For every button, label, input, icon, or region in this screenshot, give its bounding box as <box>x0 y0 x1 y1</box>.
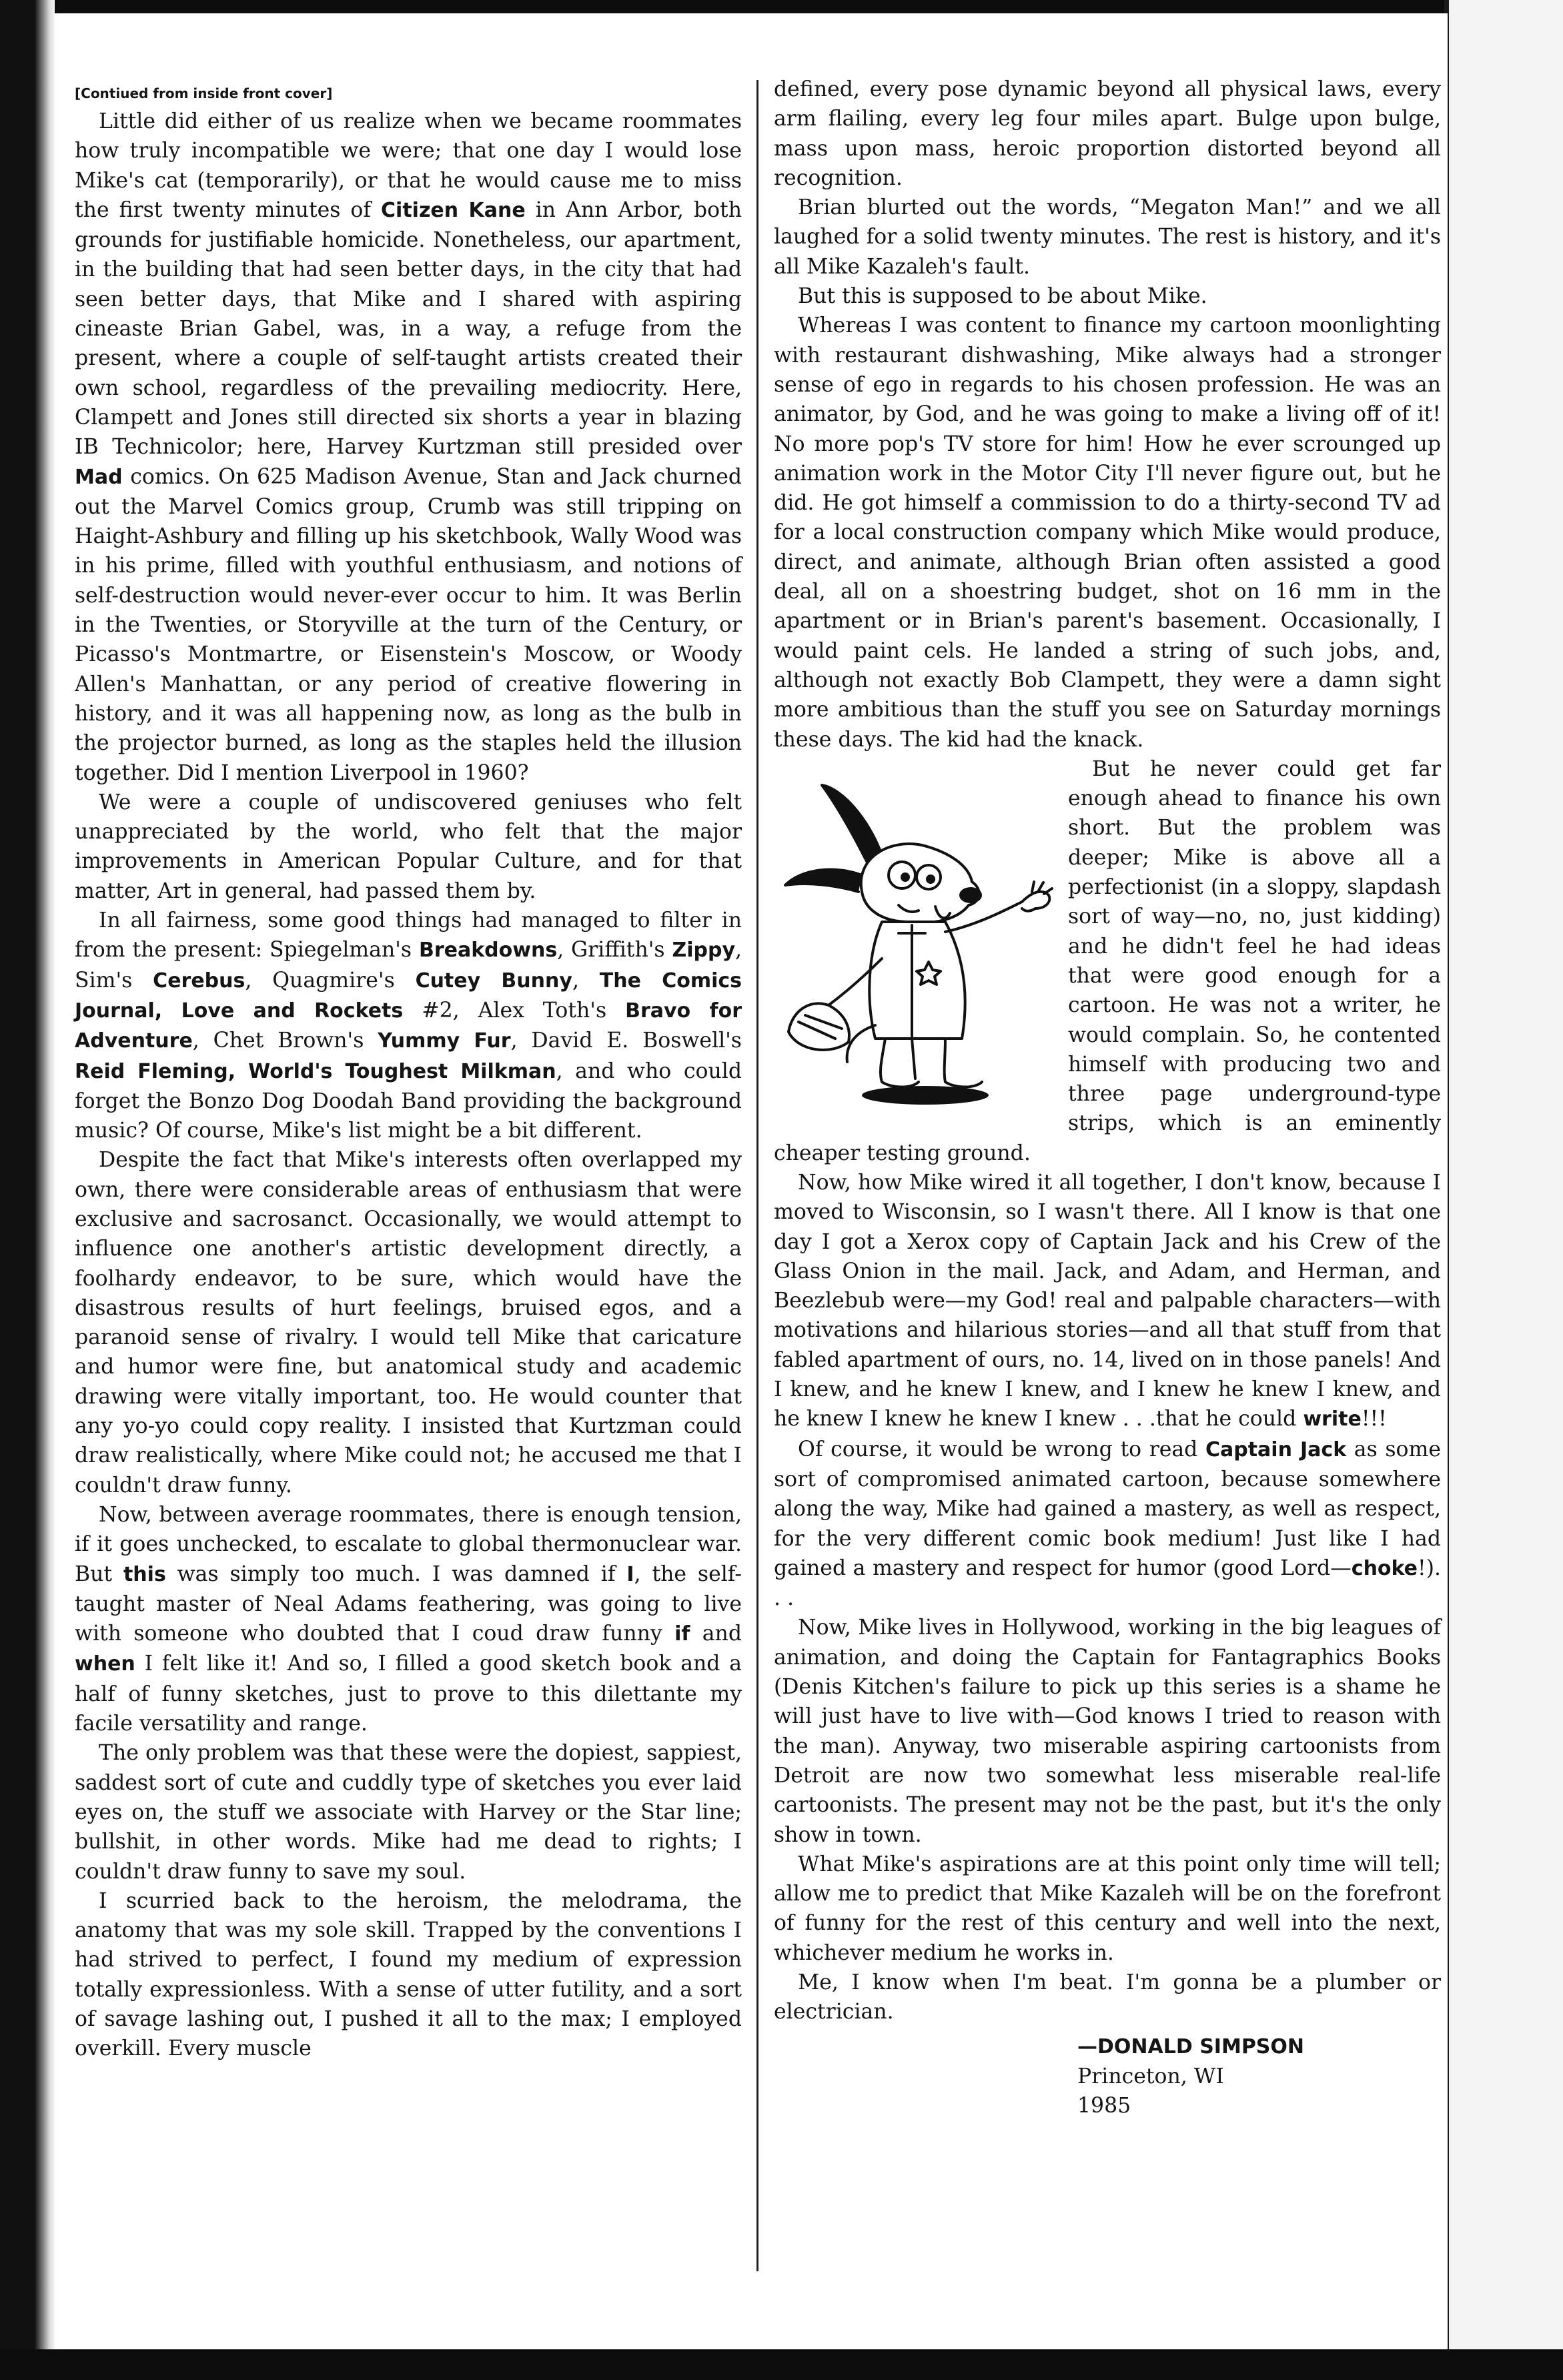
emphasis: when <box>75 1652 135 1676</box>
emphasis: if <box>674 1622 690 1646</box>
paragraph: But this is supposed to be about Mike. <box>798 284 1207 309</box>
text-run: , Griffith's <box>557 938 672 963</box>
paragraph: But he never could get far enough ahead to finance his own short. But the problem was deeper; Mike is above all a perfectionist (in a sloppy, slapdash sort of way—no, no, just kidding) and he didn't feel he had ideas that were good enough for a cartoon. He was not a writer, he would complain. So, he contented himself with producing two and three page underground-type strips, which is an eminently cheaper testing ground. <box>774 756 1441 1165</box>
text-run: , the self-taught master of Neal Adams feathering, was going to live with someone who doubted that I coud draw funny <box>75 1562 742 1646</box>
cartoon-dog-drawing <box>768 758 1059 1122</box>
left-column <box>75 80 742 2064</box>
title-reid-fleming: Reid Fleming, World's Toughest Milkman <box>75 1059 556 1083</box>
text-run: , Chet Brown's <box>192 1029 378 1053</box>
paragraph <box>774 1168 1441 1435</box>
text-run: , and who could forget the Bonzo Dog Doodah Band providing the background music? Of course, Mike's list might be a bit different. <box>75 1059 742 1143</box>
scan-bottom-border <box>0 2349 1563 2380</box>
paragraph: The only problem was that these were the dopiest, sappiest, saddest sort of cute and cuddly type of sketches you ever laid eyes on, the stuff we associate with Harvey or the Star line; bullshit, in other words. Mike had me dead to rights; I couldn't draw funny to save my soul. <box>75 1741 742 1884</box>
text-run: !!! <box>1361 1407 1387 1431</box>
paragraph: Despite the fact that Mike's interests often overlapped my own, there were considerable areas of enthusiasm that were exclusive and sacrosanct. Occasionally, we would attempt to influence one another's artistic development directly, a foolhardy endeavor, to be sure, which would have the disastrous results of hurt feelings, bruised egos, and a paranoid sense of rivalry. I would tell Mike that caricature and humor were fine, but anatomical study and academic drawing were vitally important, too. He would counter that any yo-yo could copy reality. I insisted that Kurtzman could draw realistically, where Mike could not; he accused me that I couldn't draw funny. <box>75 1148 742 1498</box>
signature-block <box>774 2032 1441 2121</box>
title-cutey-bunny: Cutey Bunny <box>415 969 572 993</box>
paragraph <box>75 107 742 788</box>
title-cerebus: Cerebus <box>153 969 245 993</box>
paragraph <box>75 906 742 1145</box>
text-run: Now, how Mike wired it all together, I don't know, because I moved to Wisconsin, so I wasn't there. All I know is that one day I got a Xerox copy of Captain Jack and his Crew of the Glass Onion in the mail. Jack, and Adam, and Herman, and Beezlebub were—my God! real and palpable characters—with motivations and hilarious stories—and all that stuff from that fabled apartment of ours, no. 14, lived on in those panels! And I knew, and he knew I knew, and I knew he knew I knew, and he knew I knew he knew I knew . . .that he could <box>774 1170 1441 1431</box>
title-bravo-for-adventure: Bravo for Adventure <box>75 999 742 1053</box>
article-page <box>55 13 1448 2349</box>
text-run: In all fairness, some good things had managed to filter in from the present: Spiegelman's <box>75 909 742 963</box>
title-zippy: Zippy <box>672 939 735 963</box>
title-yummy-fur: Yummy Fur <box>378 1029 511 1053</box>
text-run: as some sort of compromised animated cartoon, because somewhere along the way, Mike had gained a mastery, as well as respect, for the very different comic book medium! Just like I had gained a mastery and respect for humor (good Lord— <box>774 1437 1441 1580</box>
text-run: , Quagmire's <box>245 968 416 993</box>
text-run: comics. On 625 Madison Avenue, Stan and Jack churned out the Marvel Comics group, Crumb was still tripping on Haight-Ashbury and filling up his sketchbook, Wally Wood was in his prime, filled with youthful enthusiasm, and notions of self-destruction would never-ever occur to him. It was Berlin in the Twenties, or Storyville at the turn of the Century, or Picasso's Montmartre, or Eisenstein's Moscow, or Woody Allen's Manhattan, or any period of creative flowering in history, and it was all happening now, as long as the bulb in the projector burned, as long as the staples held the illusion together. Did I mention Liverpool in 1960? <box>75 464 742 785</box>
paragraph: We were a couple of undiscovered geniuses who felt unappreciated by the world, who felt that the major improvements in American Popular Culture, and for that matter, Art in general, had passed them by. <box>75 790 742 903</box>
paragraph <box>774 1435 1441 1614</box>
scan-top-border <box>55 0 1563 13</box>
paragraph: What Mike's aspirations are at this point only time will tell; allow me to predict that Mike Kazaleh will be on the forefront of funny for the rest of this century and well into the next, whichever medium he works in. <box>774 1852 1441 1965</box>
signature-author: —DONALD SIMPSON <box>1077 2034 1305 2058</box>
page-right-edge <box>1444 0 1563 2380</box>
text-run: Now, between average roommates, there is enough tension, if it goes unchecked, to escalate to global thermonuclear war. But <box>75 1502 742 1586</box>
emphasis: I <box>626 1562 634 1586</box>
title-comics-journal: The Comics Journal, Love and Rockets <box>75 969 742 1023</box>
right-column <box>774 75 1441 2121</box>
emphasis-choke: choke <box>1351 1556 1418 1580</box>
paragraph: Whereas I was content to finance my cartoon moonlighting with restaurant dishwashing, Mike always had a stronger sense of ego in regards to his chosen profession. He was an animator, by God, and he was going to make a living off of it! No more pop's TV store for him! How he ever scrounged up animation work in the Motor City I'll never figure out, but he did. He got himself a commission to do a thirty-second TV ad for a local construction company which Mike would produce, direct, and animate, although Brian often assisted a good deal, all on a shoestring budget, shot on 16 mm in the apartment or in Brian's parent's basement. Occasionally, I would paint cels. He landed a string of such jobs, and, although not exactly Bob Clampett, they were a damn sight more ambitious than the stuff you see on Saturday mornings these days. The kid had the knack. <box>774 314 1441 752</box>
text-run: Of course, it would be wrong to read <box>798 1437 1205 1461</box>
text-run: , David E. Boswell's <box>510 1029 742 1053</box>
text-run: #2, Alex Toth's <box>403 998 626 1023</box>
text-run: in Ann Arbor, both grounds for justifiable homicide. Nonetheless, our apartment, in the building that had seen better days, in the city that had seen better days, that Mike and I shared with aspiring cineaste Brian Gabel, was, in a way, a refuge from the present, where a couple of self-taught artists created their own school, regardless of the prevailing mediocrity. Here, Clampett and Jones still directed six shorts a year in blazing IB Technicolor; here, Harvey Kurtzman still presided over <box>75 197 742 460</box>
emphasis-write: write <box>1303 1407 1362 1431</box>
text-run: I felt like it! And so, I filled a good sketch book and a half of funny sketches, just to prove to this dilettante my facile versatility and range. <box>75 1652 742 1736</box>
paragraph <box>75 1500 742 1738</box>
signature-place: Princeton, WI <box>1077 2064 1224 2089</box>
title-citizen-kane: Citizen Kane <box>381 198 526 222</box>
paragraph: Now, Mike lives in Hollywood, working in the big leagues of animation, and doing the Captain for Fantagraphics Books (Denis Kitchen's failure to pick up this series is a shame he will just have to live with—God knows I tried to reason with the man). Anyway, two miserable aspiring cartoonists from Detroit are now two somewhat less miserable real-life cartoonists. The present may not be the past, but it's the only show in town. <box>774 1616 1441 1847</box>
text-run: , Sim's <box>75 938 742 993</box>
title-captain-jack: Captain Jack <box>1205 1437 1347 1461</box>
text-run: and <box>690 1622 742 1646</box>
paragraph: Brian blurted out the words, “Megaton Man!” and we all laughed for a solid twenty minutes. The rest is history, and it's all Mike Kazaleh's fault. <box>774 195 1441 279</box>
text-run: Little did either of us realize when we became roommates how truly incompatible we were; that one day I would lose Mike's cat (temporarily), or that he would cause me to miss the first twenty minutes of <box>75 109 742 222</box>
text-run: was simply too much. I was damned if <box>165 1562 627 1586</box>
paragraph: I scurried back to the heroism, the melodrama, the anatomy that was my sole skill. Trapped by the conventions I had strived to perfect, I found my medium of expression totally expressionless. With a sense of utter futility, and a sort of savage lashing out, I pushed it all to the max; I employed overkill. Every muscle <box>75 1888 742 2061</box>
paragraph: Me, I know when I'm beat. I'm gonna be a plumber or electrician. <box>774 1970 1441 2024</box>
title-mad: Mad <box>75 465 123 489</box>
cartoon-dog-illustration <box>768 758 1059 1122</box>
continued-note: [Contiued from inside front cover] <box>75 85 333 101</box>
text-run: !). . . <box>774 1556 1441 1611</box>
text-run: , <box>572 968 600 993</box>
emphasis: this <box>123 1562 166 1586</box>
signature-year: 1985 <box>1077 2093 1131 2118</box>
book-binding-shadow <box>0 0 55 2380</box>
column-divider <box>756 80 758 2271</box>
title-breakdowns: Breakdowns <box>418 939 558 963</box>
paragraph: defined, every pose dynamic beyond all physical laws, every arm flailing, every leg four miles apart. Bulge upon bulge, mass upon mass, heroic proportion distorted beyond all recognition. <box>774 77 1441 190</box>
